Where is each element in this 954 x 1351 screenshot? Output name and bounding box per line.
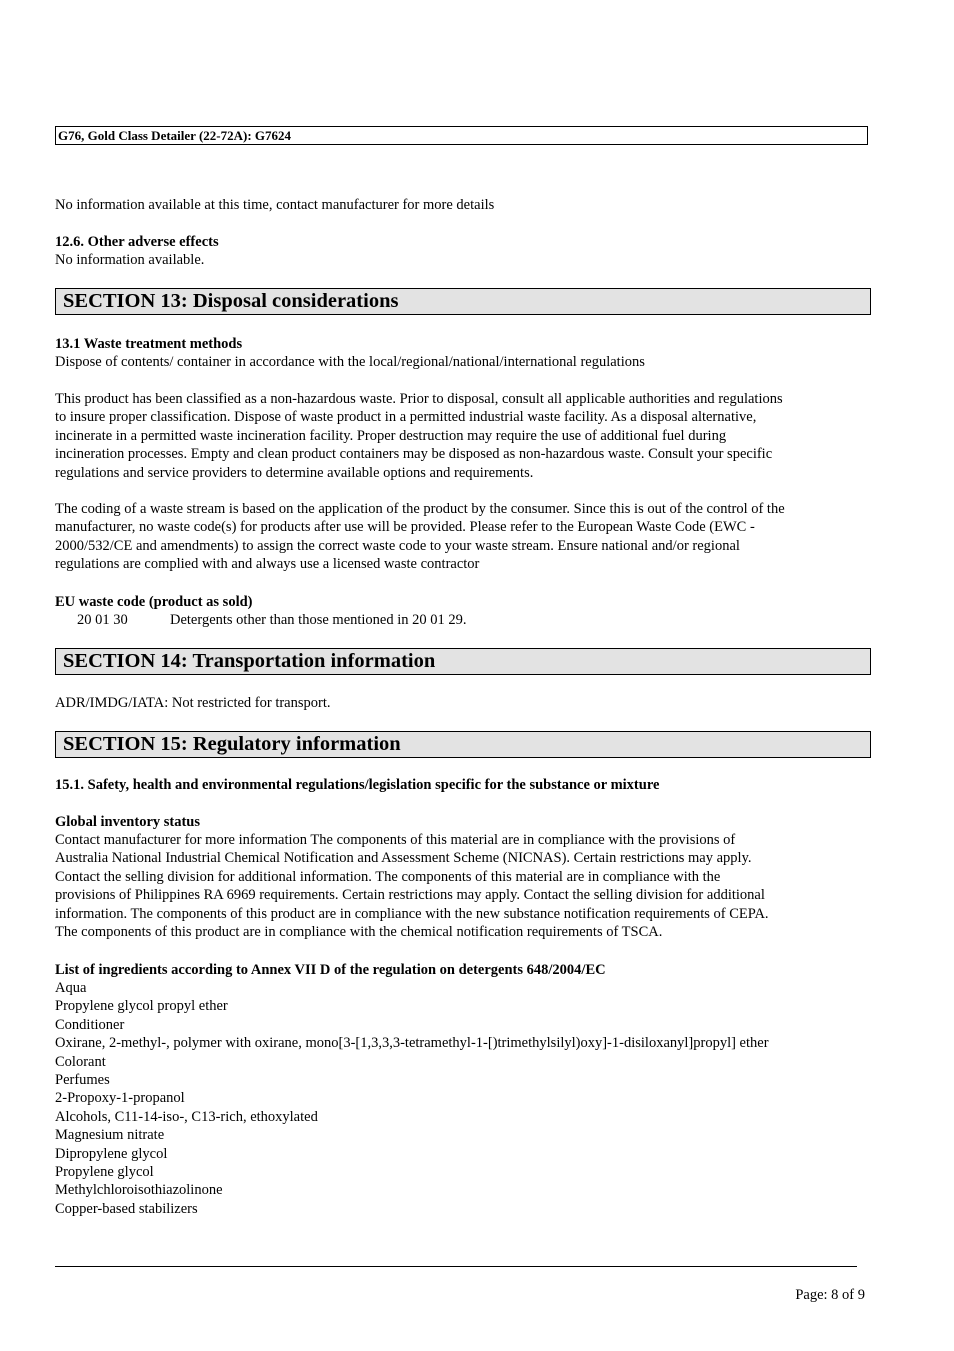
global-inventory-heading: Global inventory status xyxy=(55,814,201,830)
waste-methods-text: Dispose of contents/ container in accordance with the local/regional/national/international regulations xyxy=(55,354,645,370)
ingredient-item: Propylene glycol xyxy=(55,1164,154,1181)
ingredient-item: Perfumes xyxy=(55,1072,110,1089)
eu-waste-code-description: Detergents other than those mentioned in 20 01 29. xyxy=(170,612,467,628)
paragraph-line: Contact manufacturer for more information The components of this material are in compliance with the provisions of xyxy=(55,832,736,848)
ingredient-item: Conditioner xyxy=(55,1016,125,1033)
ingredient-item: Alcohols, C11-14-iso-, C13-rich, ethoxylated xyxy=(55,1108,318,1125)
paragraph-line: This product has been classified as a non-hazardous waste. Prior to disposal, consult all applicable authorities and regulations xyxy=(55,391,783,407)
ingredient-item: Propylene glycol propyl ether xyxy=(55,998,228,1015)
ingredient-item: Colorant xyxy=(55,1053,106,1070)
paragraph-line: provisions of Philippines RA 6969 requirements. Certain restrictions may apply. Contact the selling division for additional xyxy=(55,887,765,904)
paragraph-line: manufacturer, no waste code(s) for products after use will be provided. Please refer to the European Waste Code (EWC - xyxy=(55,519,755,536)
paragraph-line: regulations and service providers to determine available options and requirements. xyxy=(55,464,534,481)
paragraph-line: incineration processes. Empty and clean product containers may be disposed as non-hazardous waste. Consult your specific xyxy=(55,446,773,463)
ingredient-item: Copper-based stabilizers xyxy=(55,1200,198,1217)
paragraph-line: to insure proper classification. Dispose of waste product in a permitted industrial waste facility. As a disposal alternative, xyxy=(55,409,757,426)
ingredient-item: Aqua xyxy=(55,980,87,996)
global-inventory-text xyxy=(55,831,870,941)
transport-text: ADR/IMDG/IATA: Not restricted for transport. xyxy=(55,695,331,711)
section15-title: SECTION 15: Regulatory information xyxy=(55,731,871,758)
section13-title: SECTION 13: Disposal considerations xyxy=(55,288,871,315)
ingredient-item: Dipropylene glycol xyxy=(55,1145,168,1162)
ingredients-heading: List of ingredients according to Annex VII D of the regulation on detergents 648/2004/EC xyxy=(55,962,606,978)
paragraph-line: information. The components of this product are in compliance with the new substance notification requirements of CEPA. xyxy=(55,905,769,922)
paragraph-line: 2000/532/CE and amendments) to assign the correct waste code to your waste stream. Ensure national and/or regional xyxy=(55,537,740,554)
ingredient-item: Oxirane, 2-methyl-, polymer with oxirane, mono[3-[1,3,3,3-tetramethyl-1-[)trimethylsilyl)oxy]-1-disiloxanyl]propyl] ether xyxy=(55,1035,769,1052)
section12-intro: No information available at this time, contact manufacturer for more details xyxy=(55,197,495,213)
ingredient-item: Magnesium nitrate xyxy=(55,1127,165,1144)
other-effects-text: No information available. xyxy=(55,252,205,268)
section14-title: SECTION 14: Transportation information xyxy=(55,648,871,675)
paragraph-line: The components of this product are in compliance with the chemical notification requirements of TSCA. xyxy=(55,924,663,941)
product-header: G76, Gold Class Detailer (22-72A): G7624 xyxy=(55,126,868,145)
footer-divider xyxy=(55,1266,857,1267)
disposal-paragraph-2 xyxy=(55,500,870,574)
other-effects-heading: 12.6. Other adverse effects xyxy=(55,234,219,250)
paragraph-line: incinerate in a permitted waste incineration facility. Proper destruction may require the use of additional fuel during xyxy=(55,427,727,444)
paragraph-line: Australia National Industrial Chemical Notification and Assessment Scheme (NICNAS). Certain restrictions may apply. xyxy=(55,850,752,867)
paragraph-line: Contact the selling division for additional information. The components of this material are in compliance with the xyxy=(55,868,721,885)
ingredient-item: 2-Propoxy-1-propanol xyxy=(55,1090,185,1107)
disposal-paragraph-1 xyxy=(55,390,870,482)
waste-methods-heading: 13.1 Waste treatment methods xyxy=(55,336,243,352)
paragraph-line: The coding of a waste stream is based on the application of the product by the consumer. Since this is out of the control of the xyxy=(55,501,785,517)
ingredient-item: Methylchloroisothiazolinone xyxy=(55,1182,223,1199)
paragraph-line: regulations are complied with and always use a licensed waste contractor xyxy=(55,556,480,573)
eu-waste-code: 20 01 30 xyxy=(77,612,128,628)
eu-waste-code-heading: EU waste code (product as sold) xyxy=(55,594,253,610)
page-number: Page: 8 of 9 xyxy=(795,1287,865,1303)
regulations-subheading: 15.1. Safety, health and environmental regulations/legislation specific for the substance or mixture xyxy=(55,777,660,793)
ingredients-list xyxy=(55,979,870,1218)
